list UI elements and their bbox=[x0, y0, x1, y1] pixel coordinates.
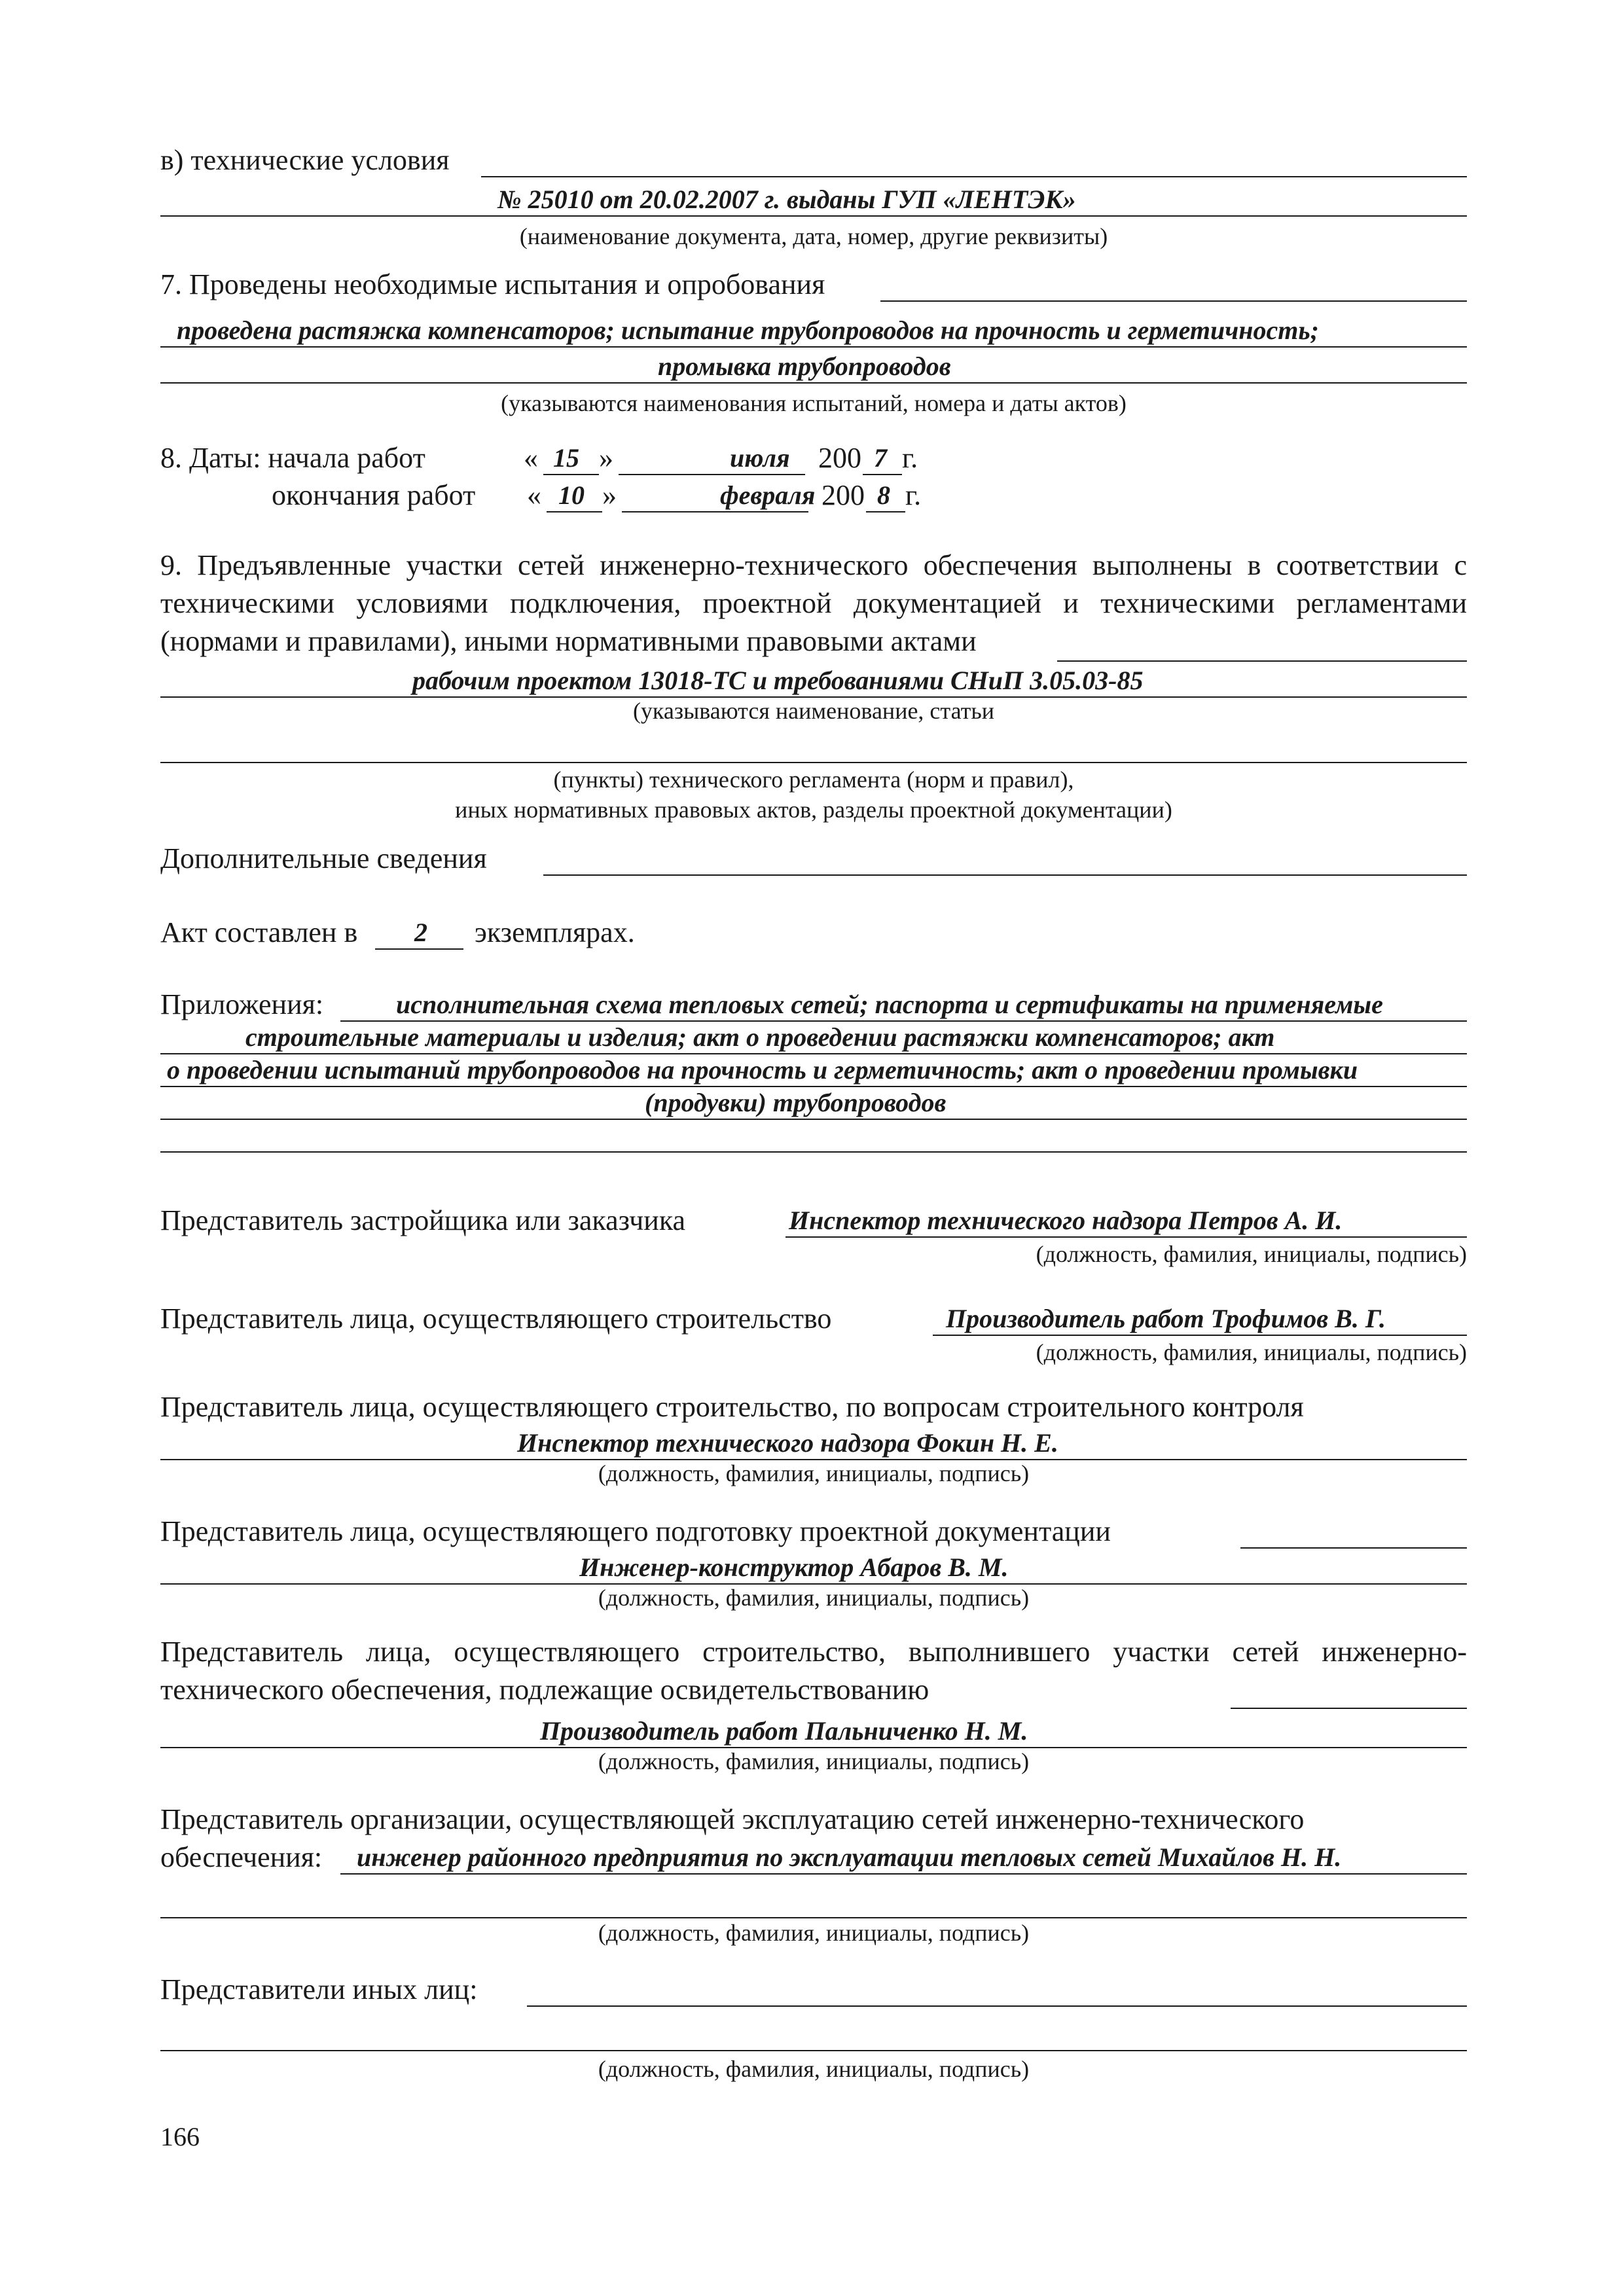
tests-value-row-1 bbox=[160, 311, 1467, 350]
fill-line bbox=[543, 874, 1467, 876]
rep-operator-value: инженер районного предприятия по эксплуатации тепловых сетей Михайлов Н. Н. bbox=[357, 1842, 1342, 1872]
rep-control-label-row bbox=[160, 1388, 1467, 1427]
year-suffix: г. bbox=[905, 479, 922, 511]
tech-conditions-label: в) технические условия bbox=[160, 144, 450, 176]
signature-caption: (должность, фамилия, инициалы, подпись) bbox=[598, 2056, 1030, 2082]
rep-others-blank-row bbox=[160, 2015, 1467, 2054]
end-day: 10 bbox=[558, 480, 585, 510]
dates-end-row bbox=[160, 476, 1467, 515]
rep-performer-text: Представитель лица, осуществляющего строительство, выполнившего участки сетей инженерно-технического обеспечения, подлежащие освидетельствованию bbox=[160, 1636, 1467, 1706]
signature-caption: (должность, фамилия, инициалы, подпись) bbox=[598, 1585, 1030, 1611]
rep-builder-row bbox=[160, 1299, 1467, 1338]
rep-control-value: Инспектор технического надзора Фокин Н. Е. bbox=[517, 1428, 1058, 1458]
rep-design-row bbox=[160, 1512, 1467, 1551]
attachments-label: Приложения: bbox=[160, 988, 324, 1020]
fill-line bbox=[1231, 1708, 1467, 1709]
quote-open: « bbox=[527, 479, 541, 511]
tech-conditions-value-row bbox=[160, 180, 1467, 219]
attachments-line-3: о проведении испытаний трубопроводов на прочность и герметичность; акт о проведении промывки bbox=[167, 1055, 1358, 1085]
tests-value-line-2: промывка трубопроводов bbox=[658, 351, 951, 381]
additional-label: Дополнительные сведения bbox=[160, 842, 487, 874]
fill-line bbox=[880, 300, 1467, 302]
rep-customer-label: Представитель застройщика или заказчика bbox=[160, 1204, 686, 1236]
signature-caption: (должность, фамилия, инициалы, подпись) bbox=[1036, 1339, 1467, 1365]
compliance-blank-row bbox=[160, 727, 1467, 766]
tests-label: 7. Проведены необходимые испытания и опробования bbox=[160, 268, 825, 300]
tests-row bbox=[160, 265, 1467, 304]
rep-design-value: Инженер-конструктор Абаров В. М. bbox=[579, 1553, 1009, 1582]
rep-control-label: Представитель лица, осуществляющего строительство, по вопросам строительного контроля bbox=[160, 1391, 1304, 1423]
fill-line bbox=[160, 1151, 1467, 1153]
rep-operator-row-1 bbox=[160, 1800, 1467, 1839]
end-month: февраля bbox=[720, 480, 816, 510]
quote-open: « bbox=[524, 442, 538, 474]
rep-customer-row bbox=[160, 1201, 1467, 1240]
attachments-row-5 bbox=[160, 1116, 1467, 1155]
rep-operator-text: Представитель организации, осуществляющей эксплуатацию сетей инженерно-технического bbox=[160, 1803, 1305, 1835]
copies-label-before: Акт составлен в bbox=[160, 916, 358, 948]
copies-value: 2 bbox=[414, 918, 427, 947]
rep-operator-blank-row bbox=[160, 1882, 1467, 1921]
quote-close: » bbox=[599, 442, 613, 474]
end-year-prefix: 200 bbox=[821, 479, 865, 511]
dates-end-label: окончания работ bbox=[272, 479, 476, 511]
compliance-fill-row bbox=[160, 625, 1467, 664]
rep-operator-row-2 bbox=[160, 1838, 1467, 1877]
rep-others-label: Представители иных лиц: bbox=[160, 1973, 478, 2005]
signature-caption: (должность, фамилия, инициалы, подпись) bbox=[1036, 1241, 1467, 1267]
year-suffix: г. bbox=[902, 442, 918, 474]
additional-row bbox=[160, 839, 1467, 878]
fill-line bbox=[481, 176, 1467, 177]
rep-performer-fill-row bbox=[160, 1672, 1467, 1712]
tech-conditions-caption: (наименование документа, дата, номер, другие реквизиты) bbox=[519, 223, 1108, 249]
rep-operator-label: обеспечения: bbox=[160, 1841, 323, 1873]
rep-design-value-row bbox=[160, 1548, 1467, 1587]
rep-builder-value: Производитель работ Трофимов В. Г. bbox=[946, 1304, 1386, 1333]
attachments-line-2: строительные материалы и изделия; акт о проведении растяжки компенсаторов; акт bbox=[245, 1022, 1275, 1052]
compliance-caption-3: иных нормативных правовых актов, разделы проектной документации) bbox=[455, 797, 1172, 823]
start-year-digit: 7 bbox=[874, 443, 887, 473]
tests-value-line-1: проведена растяжка компенсаторов; испытание трубопроводов на прочность и герметичность; bbox=[177, 315, 1319, 345]
dates-start-label: 8. Даты: начала работ bbox=[160, 442, 425, 474]
rep-design-label: Представитель лица, осуществляющего подготовку проектной документации bbox=[160, 1515, 1111, 1547]
rep-customer-value: Инспектор технического надзора Петров А. И. bbox=[789, 1206, 1343, 1235]
attachments-line-1: исполнительная схема тепловых сетей; паспорта и сертификаты на применяемые bbox=[396, 990, 1383, 1019]
rep-others-row bbox=[160, 1970, 1467, 2009]
fill-line bbox=[527, 2005, 1467, 2007]
rep-control-value-row bbox=[160, 1424, 1467, 1463]
signature-caption: (должность, фамилия, инициалы, подпись) bbox=[598, 1920, 1030, 1946]
start-month: июля bbox=[730, 443, 790, 473]
tech-conditions-value: № 25010 от 20.02.2007 г. выданы ГУП «ЛЕНТЭК» bbox=[497, 185, 1076, 214]
signature-caption: (должность, фамилия, инициалы, подпись) bbox=[598, 1748, 1030, 1774]
tests-value-row-2 bbox=[160, 347, 1467, 386]
tests-caption: (указываются наименования испытаний, номера и даты актов) bbox=[501, 390, 1127, 416]
signature-caption: (должность, фамилия, инициалы, подпись) bbox=[598, 1460, 1030, 1486]
compliance-caption-1: (указываются наименование, статьи bbox=[632, 698, 995, 724]
end-year-digit: 8 bbox=[877, 480, 890, 510]
quote-close: » bbox=[602, 479, 617, 511]
rep-performer-value: Производитель работ Пальниченко Н. М. bbox=[540, 1716, 1028, 1746]
compliance-text: 9. Предъявленные участки сетей инженерно-технического обеспечения выполнены в соответствии с техническими условиями подключения, проектной документацией и техническими регламентами (нормами и правилами), иными нормативными правовыми актами bbox=[160, 549, 1467, 657]
copies-row bbox=[160, 913, 1467, 952]
fill-line bbox=[160, 762, 1467, 763]
compliance-caption-2: (пункты) технического регламента (норм и правил), bbox=[553, 766, 1074, 793]
compliance-value-row bbox=[160, 661, 1467, 700]
start-year-prefix: 200 bbox=[818, 442, 861, 474]
dates-start-row bbox=[160, 439, 1467, 478]
compliance-value: рабочим проектом 13018-ТС и требованиями СНиП 3.05.03-85 bbox=[412, 666, 1144, 695]
fill-line bbox=[160, 2050, 1467, 2051]
start-day: 15 bbox=[553, 443, 579, 473]
tech-conditions-row bbox=[160, 141, 1467, 180]
copies-label-after: экземплярах. bbox=[475, 916, 635, 948]
rep-performer-value-row bbox=[160, 1712, 1467, 1751]
attachments-line-4: (продувки) трубопроводов bbox=[645, 1088, 947, 1117]
page-number: 166 bbox=[160, 2122, 200, 2151]
rep-builder-label: Представитель лица, осуществляющего строительство bbox=[160, 1302, 832, 1335]
